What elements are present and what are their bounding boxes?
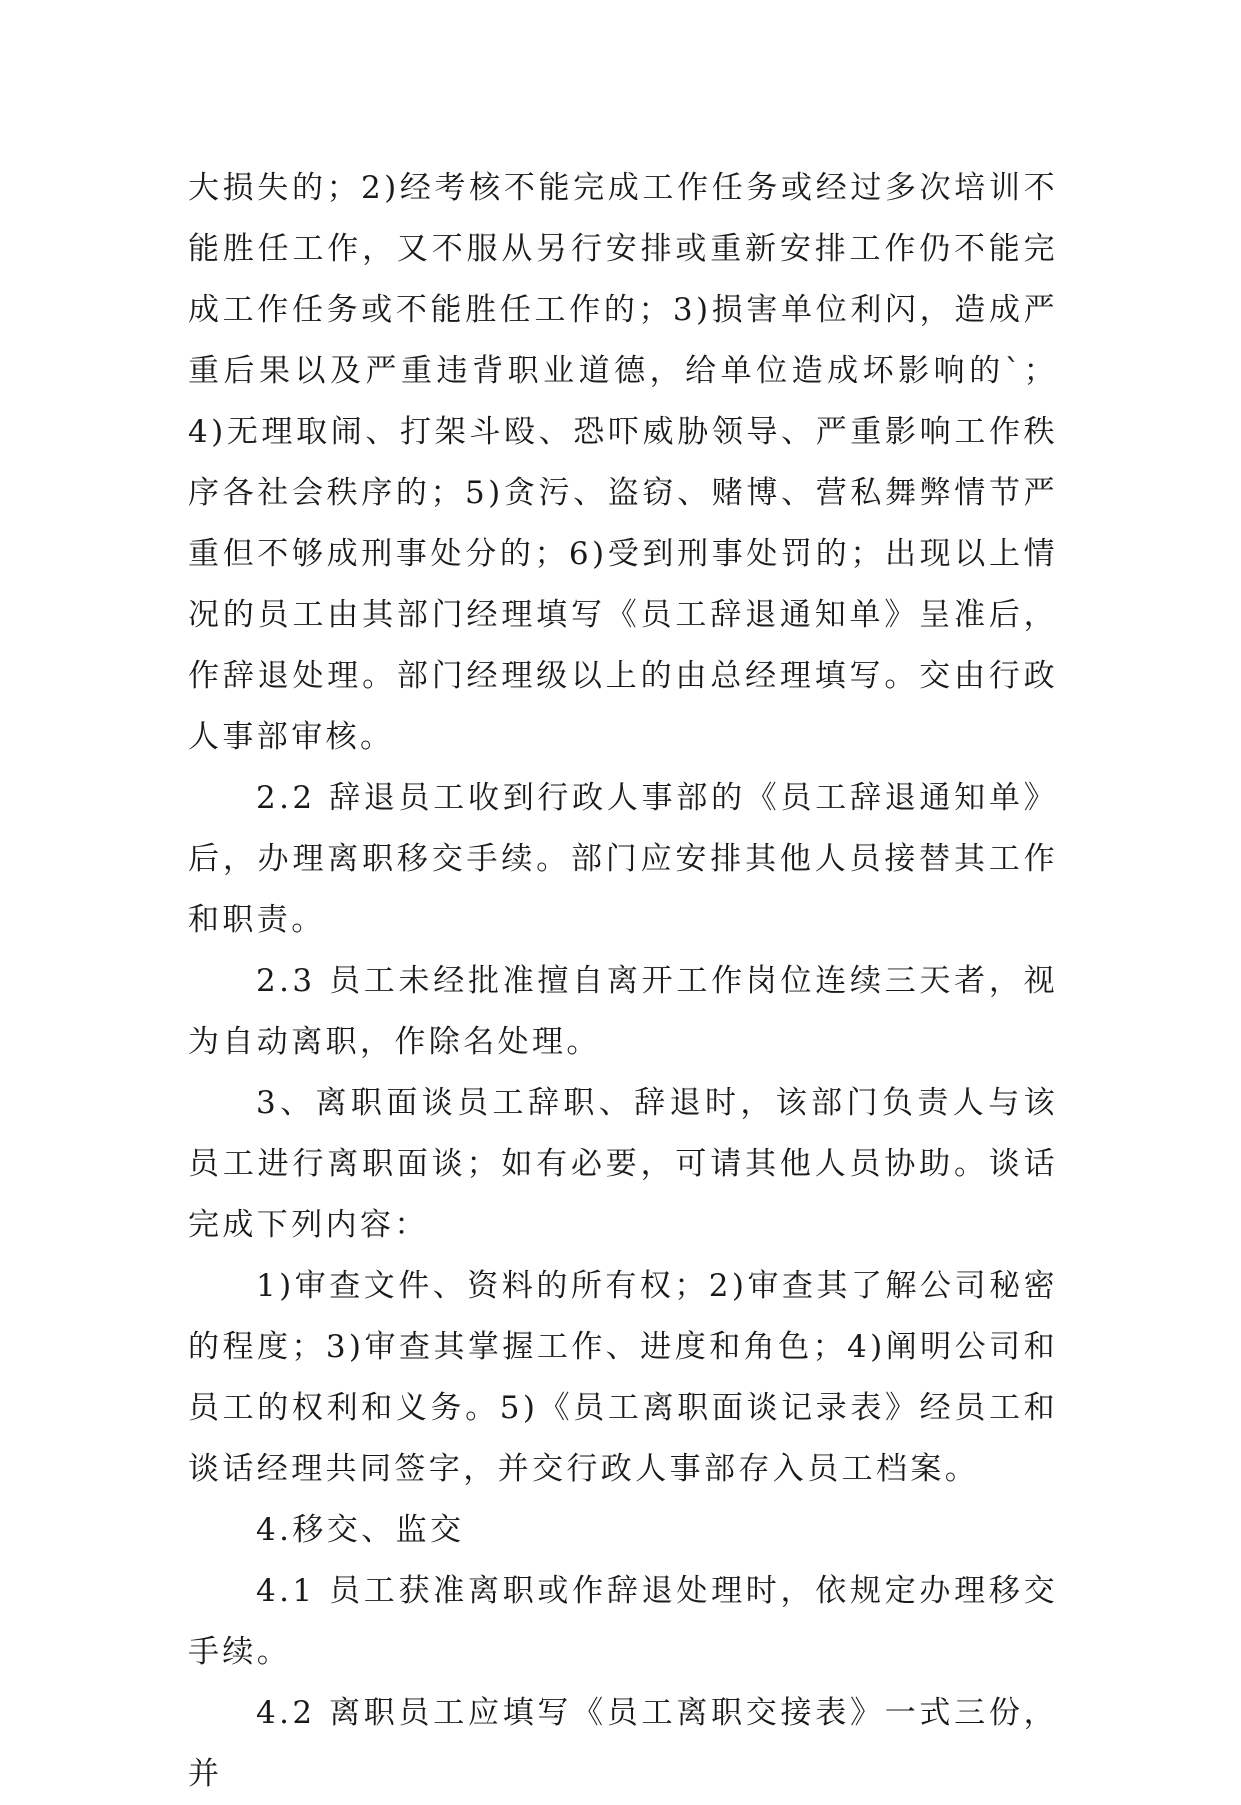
paragraph-2-2-dismissal-notice: 2.2 辞退员工收到行政人事部的《员工辞退通知单》后，办理离职移交手续。部门应安排其他人员接替其工作和职责。 bbox=[188, 780, 1058, 938]
paragraph-interview-items: 1)审查文件、资料的所有权；2)审查其了解公司秘密的程度；3)审查其掌握工作、进度和角色；4)阐明公司和员工的权利和义务。5)《员工离职面谈记录表》经员工和谈话经理共同签字，并交行政人事部存入员工档案。 bbox=[188, 1268, 1058, 1487]
paragraph-2-3-absence: 2.3 员工未经批准擅自离开工作岗位连续三天者，视为自动离职，作除名处理。 bbox=[188, 963, 1058, 1060]
paragraph-3-exit-interview: 3、离职面谈员工辞职、辞退时，该部门负责人与该员工进行离职面谈；如有必要，可请其他人员协助。谈话完成下列内容： bbox=[188, 1085, 1058, 1243]
paragraph-4-2-handover-form: 4.2 离职员工应填写《员工离职交接表》一式三份，并 bbox=[188, 1695, 1058, 1792]
document-page bbox=[188, 158, 1058, 1805]
paragraph-dismissal-conditions: 大损失的；2)经考核不能完成工作任务或经过多次培训不能胜任工作，又不服从另行安排或重新安排工作仍不能完成工作任务或不能胜任工作的；3)损害单位利闪，造成严重后果以及严重违背职业道德，给单位造成坏影响的`；4)无理取闹、打架斗殴、恐吓威胁领导、严重影响工作秩序各社会秩序的；5)贪污、盗窃、赌博、营私舞弊情节严重但不够成刑事处分的；6)受到刑事处罚的；出现以上情况的员工由其部门经理填写《员工辞退通知单》呈准后，作辞退处理。部门经理级以上的由总经理填写。交由行政人事部审核。 bbox=[188, 170, 1058, 755]
paragraph-4-1-handover: 4.1 员工获准离职或作辞退处理时，依规定办理移交手续。 bbox=[188, 1573, 1058, 1670]
section-heading-4-handover: 4.移交、监交 bbox=[256, 1512, 465, 1548]
